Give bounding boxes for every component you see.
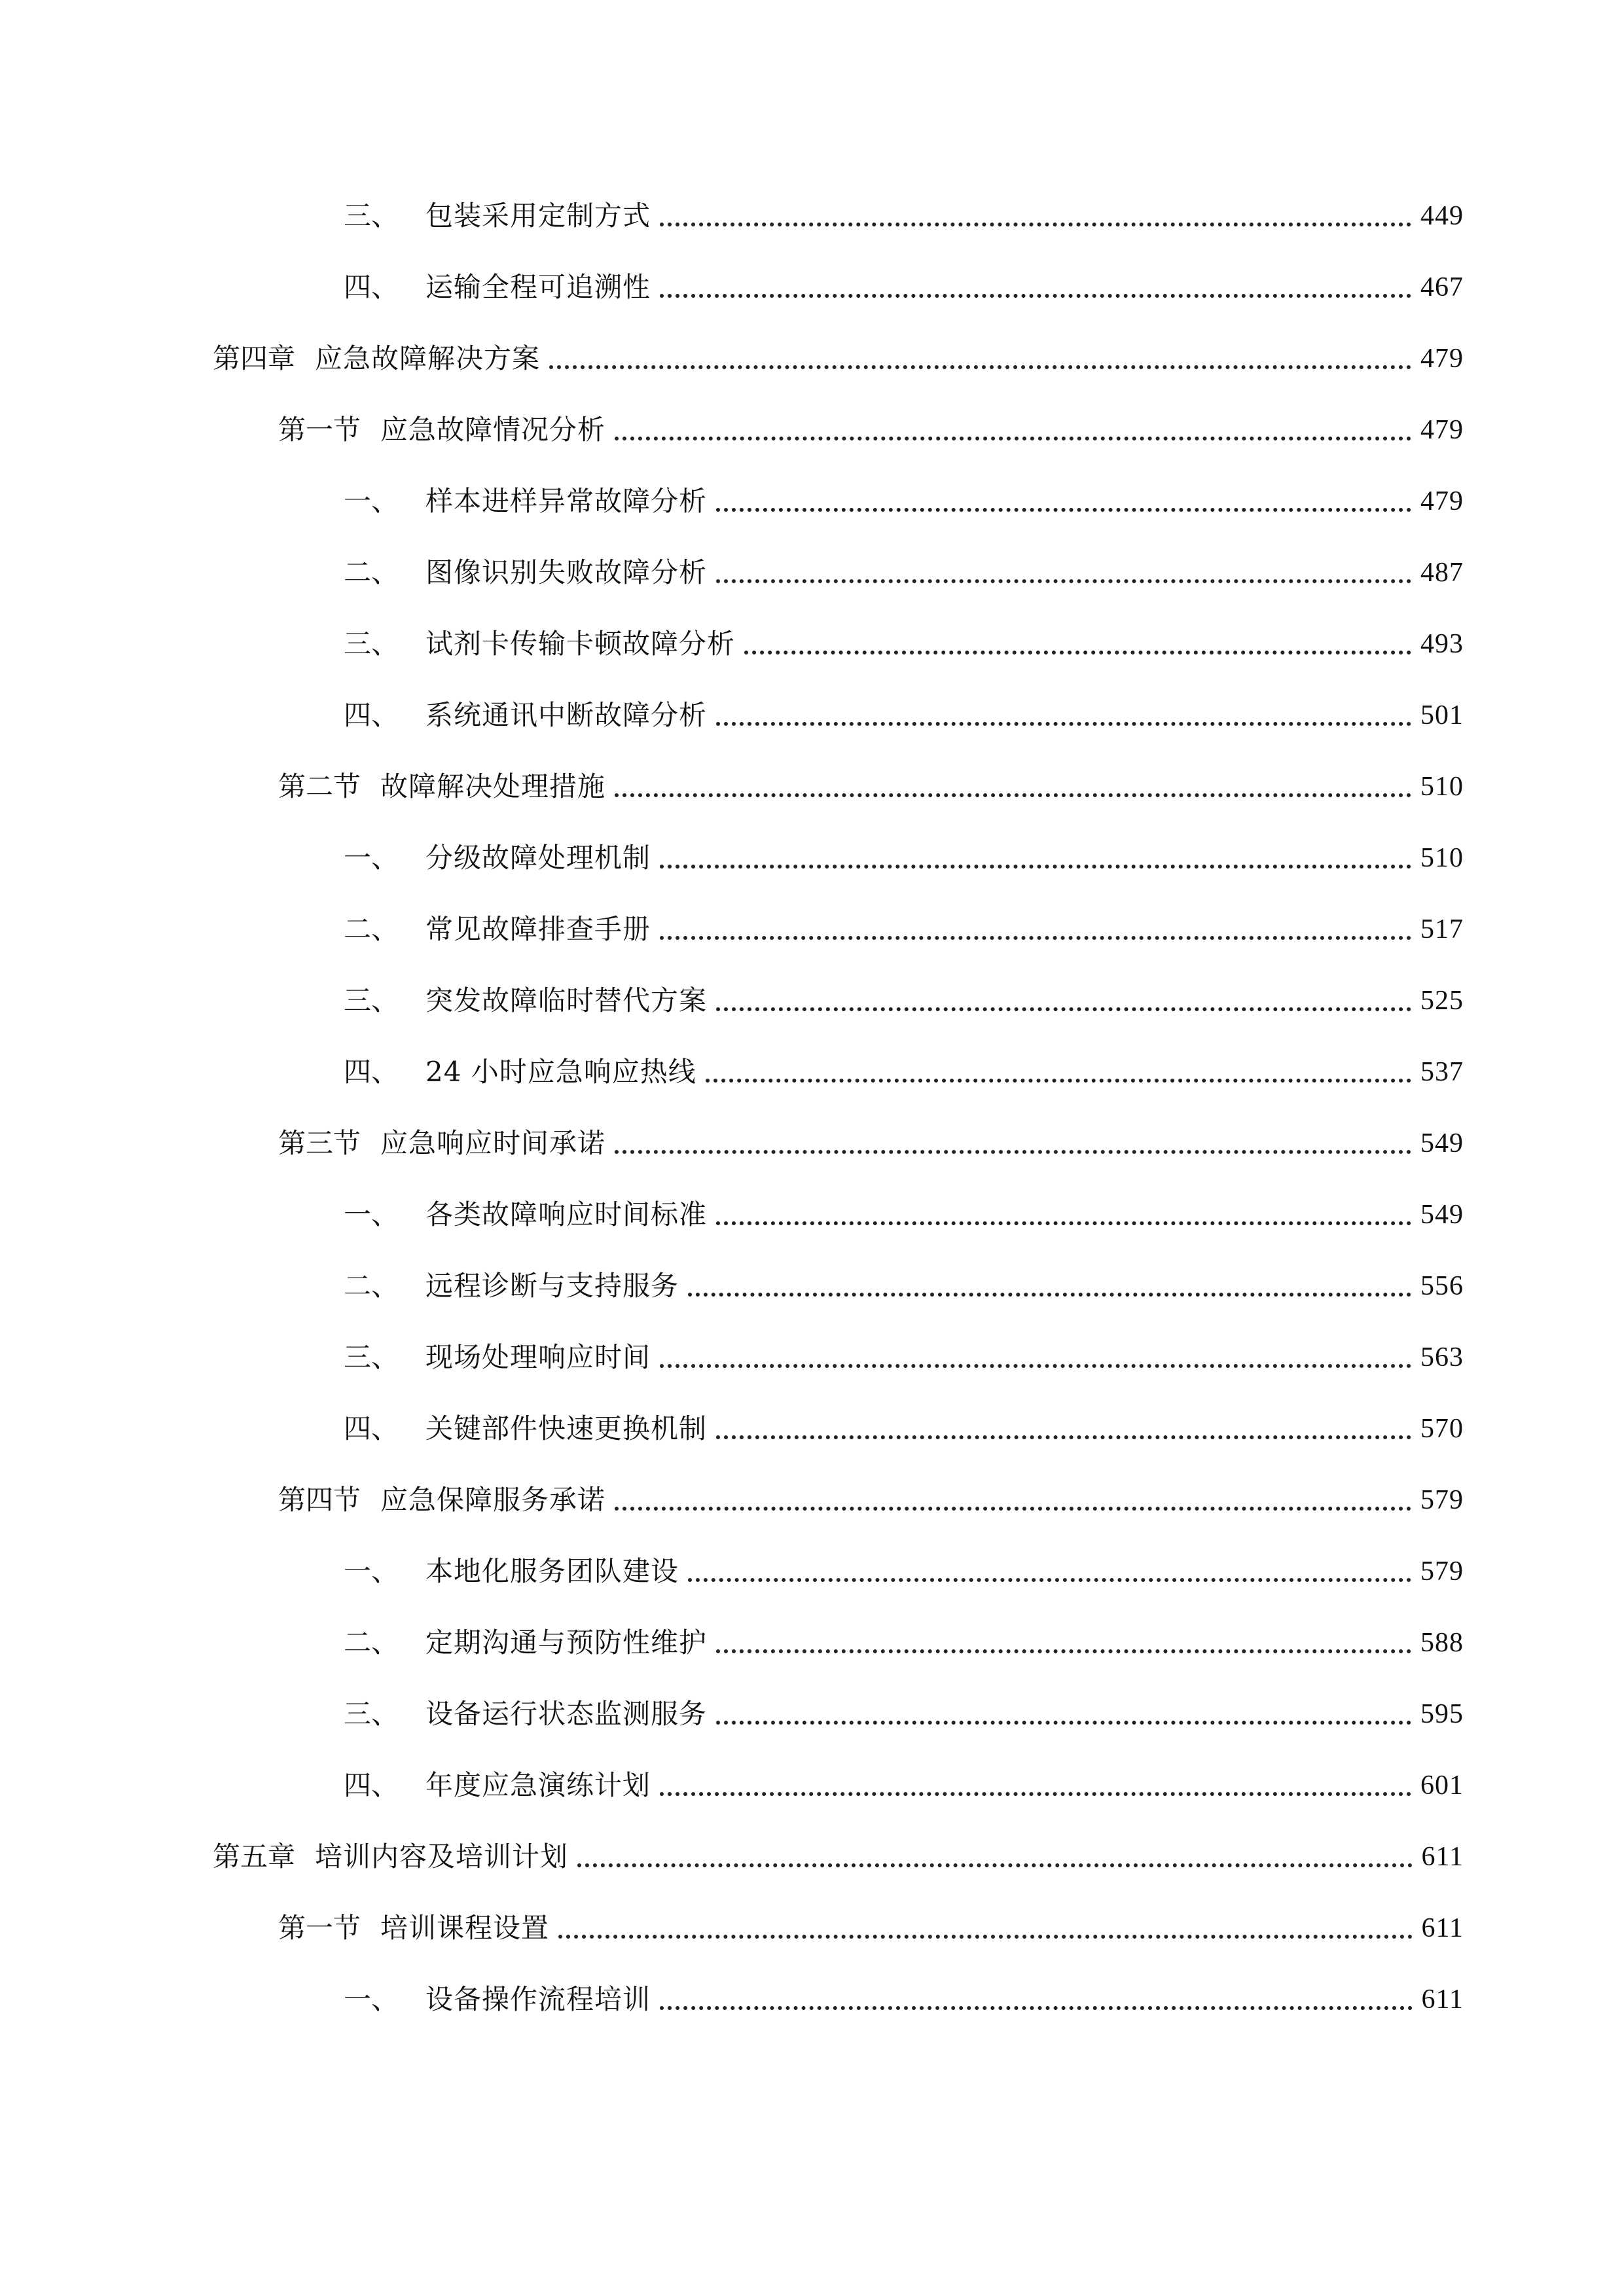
toc-entry-section[interactable] xyxy=(344,1545,1464,1591)
dot-leader xyxy=(660,2006,1413,2010)
dot-leader xyxy=(716,722,1411,726)
toc-entry-number: 第一节 xyxy=(278,414,361,446)
dot-leader xyxy=(706,1079,1411,1083)
toc-entry-page: 611 xyxy=(1421,1984,1464,2015)
toc-entry-title: 故障解决处理措施 xyxy=(380,770,606,802)
toc-entry-title: 设备操作流程培训 xyxy=(425,1983,651,2015)
dot-leader xyxy=(744,651,1411,655)
toc-entry-page: 537 xyxy=(1420,1057,1464,1087)
dot-leader xyxy=(716,1435,1411,1439)
toc-entry-number: 三、 xyxy=(344,984,399,1016)
dot-leader xyxy=(577,1863,1413,1867)
toc-entry-number: 第四节 xyxy=(278,1484,361,1516)
toc-entry-number: 第五章 xyxy=(213,1840,296,1873)
toc-entry-page: 493 xyxy=(1420,629,1464,659)
toc-entry-title: 运输全程可追溯性 xyxy=(425,271,651,303)
toc-entry-number: 二、 xyxy=(344,1626,399,1659)
toc-entry-title: 应急故障情况分析 xyxy=(380,414,606,446)
dot-leader xyxy=(660,936,1411,940)
toc-entry-section[interactable] xyxy=(344,903,1464,949)
toc-entry-page: 549 xyxy=(1420,1128,1464,1158)
toc-entry-section[interactable] xyxy=(344,1046,1464,1092)
toc-entry-number: 三、 xyxy=(344,200,399,232)
toc-entry-section[interactable] xyxy=(344,1403,1464,1448)
dot-leader xyxy=(716,1649,1411,1653)
toc-entry-number: 二、 xyxy=(344,913,399,945)
toc-entry-section[interactable] xyxy=(344,1260,1464,1306)
dot-leader xyxy=(660,294,1411,298)
dot-leader xyxy=(558,1935,1413,1939)
toc-entry-title: 应急响应时间承诺 xyxy=(380,1127,606,1159)
toc-entry-section[interactable] xyxy=(344,832,1464,878)
toc-entry-page: 479 xyxy=(1420,486,1464,516)
dot-leader xyxy=(615,437,1411,440)
toc-entry-page: 611 xyxy=(1421,1913,1464,1943)
toc-entry-subchapter[interactable] xyxy=(278,761,1464,806)
toc-entry-title: 分级故障处理机制 xyxy=(425,842,651,874)
toc-entry-section[interactable] xyxy=(344,1759,1464,1805)
toc-entry-title: 各类故障响应时间标准 xyxy=(425,1198,708,1230)
toc-entry-page: 611 xyxy=(1421,1842,1464,1872)
toc-entry-chapter[interactable] xyxy=(213,332,1464,378)
toc-entry-title: 试剂卡传输卡顿故障分析 xyxy=(425,628,736,660)
toc-entry-section[interactable] xyxy=(344,1331,1464,1377)
toc-entry-title: 培训内容及培训计划 xyxy=(315,1840,569,1873)
dot-leader xyxy=(615,1507,1411,1511)
toc-entry-page: 501 xyxy=(1420,700,1464,730)
toc-entry-number: 四、 xyxy=(344,1412,399,1444)
toc-entry-number: 四、 xyxy=(344,271,399,303)
toc-entry-number: 四、 xyxy=(344,699,399,731)
toc-entry-number: 第二节 xyxy=(278,770,361,802)
dot-leader xyxy=(660,1792,1411,1796)
toc-entry-number: 第三节 xyxy=(278,1127,361,1159)
toc-entry-title: 培训课程设置 xyxy=(380,1912,550,1944)
toc-entry-title: 年度应急演练计划 xyxy=(425,1769,651,1801)
toc-entry-title: 关键部件快速更换机制 xyxy=(425,1412,708,1444)
toc-entry-page: 588 xyxy=(1420,1628,1464,1658)
toc-entry-number: 一、 xyxy=(344,485,399,517)
toc-entry-page: 479 xyxy=(1420,415,1464,445)
dot-leader xyxy=(716,579,1411,583)
toc-entry-page: 487 xyxy=(1420,558,1464,588)
toc-entry-number: 一、 xyxy=(344,1983,399,2015)
dot-leader xyxy=(615,793,1411,797)
toc-entry-title: 包装采用定制方式 xyxy=(425,200,651,232)
toc-entry-page: 601 xyxy=(1420,1770,1464,1801)
dot-leader xyxy=(615,1150,1411,1154)
dot-leader xyxy=(716,508,1411,512)
dot-leader xyxy=(660,1364,1411,1368)
toc-entry-section[interactable] xyxy=(344,618,1464,664)
toc-entry-page: 595 xyxy=(1420,1699,1464,1729)
toc-entry-title: 设备运行状态监测服务 xyxy=(425,1698,708,1730)
toc-entry-page: 525 xyxy=(1420,986,1464,1016)
toc-entry-page: 517 xyxy=(1420,914,1464,944)
toc-entry-title: 本地化服务团队建设 xyxy=(425,1555,679,1587)
toc-entry-number: 三、 xyxy=(344,1698,399,1730)
toc-entry-subchapter[interactable] xyxy=(278,1117,1464,1163)
toc-entry-section[interactable] xyxy=(344,1973,1464,2019)
toc-entry-section[interactable] xyxy=(344,975,1464,1020)
toc-entry-page: 549 xyxy=(1420,1200,1464,1230)
toc-entry-section[interactable] xyxy=(344,547,1464,592)
toc-entry-section[interactable] xyxy=(344,261,1464,307)
toc-entry-page: 510 xyxy=(1420,843,1464,873)
toc-entry-section[interactable] xyxy=(344,1189,1464,1234)
dot-leader xyxy=(688,1578,1411,1582)
toc-entry-section[interactable] xyxy=(344,475,1464,521)
toc-entry-title: 常见故障排查手册 xyxy=(425,913,651,945)
toc-entry-page: 479 xyxy=(1420,344,1464,374)
toc-entry-number: 三、 xyxy=(344,1341,399,1373)
toc-entry-number: 一、 xyxy=(344,1198,399,1230)
toc-entry-title: 远程诊断与支持服务 xyxy=(425,1270,679,1302)
toc-entry-page: 579 xyxy=(1420,1556,1464,1587)
toc-entry-title: 应急故障解决方案 xyxy=(315,342,541,374)
toc-entry-subchapter[interactable] xyxy=(278,1902,1464,1948)
toc-entry-page: 467 xyxy=(1420,272,1464,302)
toc-entry-title: 24 小时应急响应热线 xyxy=(425,1056,696,1088)
toc-entry-number: 二、 xyxy=(344,556,399,588)
toc-entry-section[interactable] xyxy=(344,1617,1464,1662)
dot-leader xyxy=(716,1721,1411,1725)
toc-entry-page: 563 xyxy=(1420,1342,1464,1372)
toc-entry-title: 图像识别失败故障分析 xyxy=(425,556,708,588)
toc-entry-section[interactable] xyxy=(344,1688,1464,1734)
toc-entry-number: 四、 xyxy=(344,1769,399,1801)
dot-leader xyxy=(716,1221,1411,1225)
toc-entry-number: 第一节 xyxy=(278,1912,361,1944)
toc-entry-subchapter[interactable] xyxy=(278,1474,1464,1520)
toc-entry-title: 应急保障服务承诺 xyxy=(380,1484,606,1516)
toc-entry-number: 一、 xyxy=(344,1555,399,1587)
toc-entry-number: 一、 xyxy=(344,842,399,874)
toc-entry-title: 现场处理响应时间 xyxy=(425,1341,651,1373)
dot-leader xyxy=(716,1007,1411,1011)
toc-entry-section[interactable] xyxy=(344,689,1464,735)
toc-entry-page: 510 xyxy=(1420,772,1464,802)
toc-entry-page: 449 xyxy=(1420,201,1464,231)
dot-leader xyxy=(660,865,1411,869)
toc-entry-number: 三、 xyxy=(344,628,399,660)
dot-leader xyxy=(660,223,1411,226)
dot-leader xyxy=(688,1293,1411,1297)
toc-entry-title: 突发故障临时替代方案 xyxy=(425,984,708,1016)
toc-entry-page: 556 xyxy=(1420,1271,1464,1301)
toc-entry-section[interactable] xyxy=(344,190,1464,236)
toc-entry-subchapter[interactable] xyxy=(278,404,1464,450)
toc-entry-title: 定期沟通与预防性维护 xyxy=(425,1626,708,1659)
toc-entry-number: 四、 xyxy=(344,1056,399,1088)
toc-entry-chapter[interactable] xyxy=(213,1831,1464,1876)
toc-entry-title: 系统通讯中断故障分析 xyxy=(425,699,708,731)
dot-leader xyxy=(549,365,1411,369)
toc-entry-number: 第四章 xyxy=(213,342,296,374)
toc-entry-title: 样本进样异常故障分析 xyxy=(425,485,708,517)
toc-entry-page: 570 xyxy=(1420,1414,1464,1444)
toc-entry-page: 579 xyxy=(1420,1485,1464,1515)
toc-entry-number: 二、 xyxy=(344,1270,399,1302)
